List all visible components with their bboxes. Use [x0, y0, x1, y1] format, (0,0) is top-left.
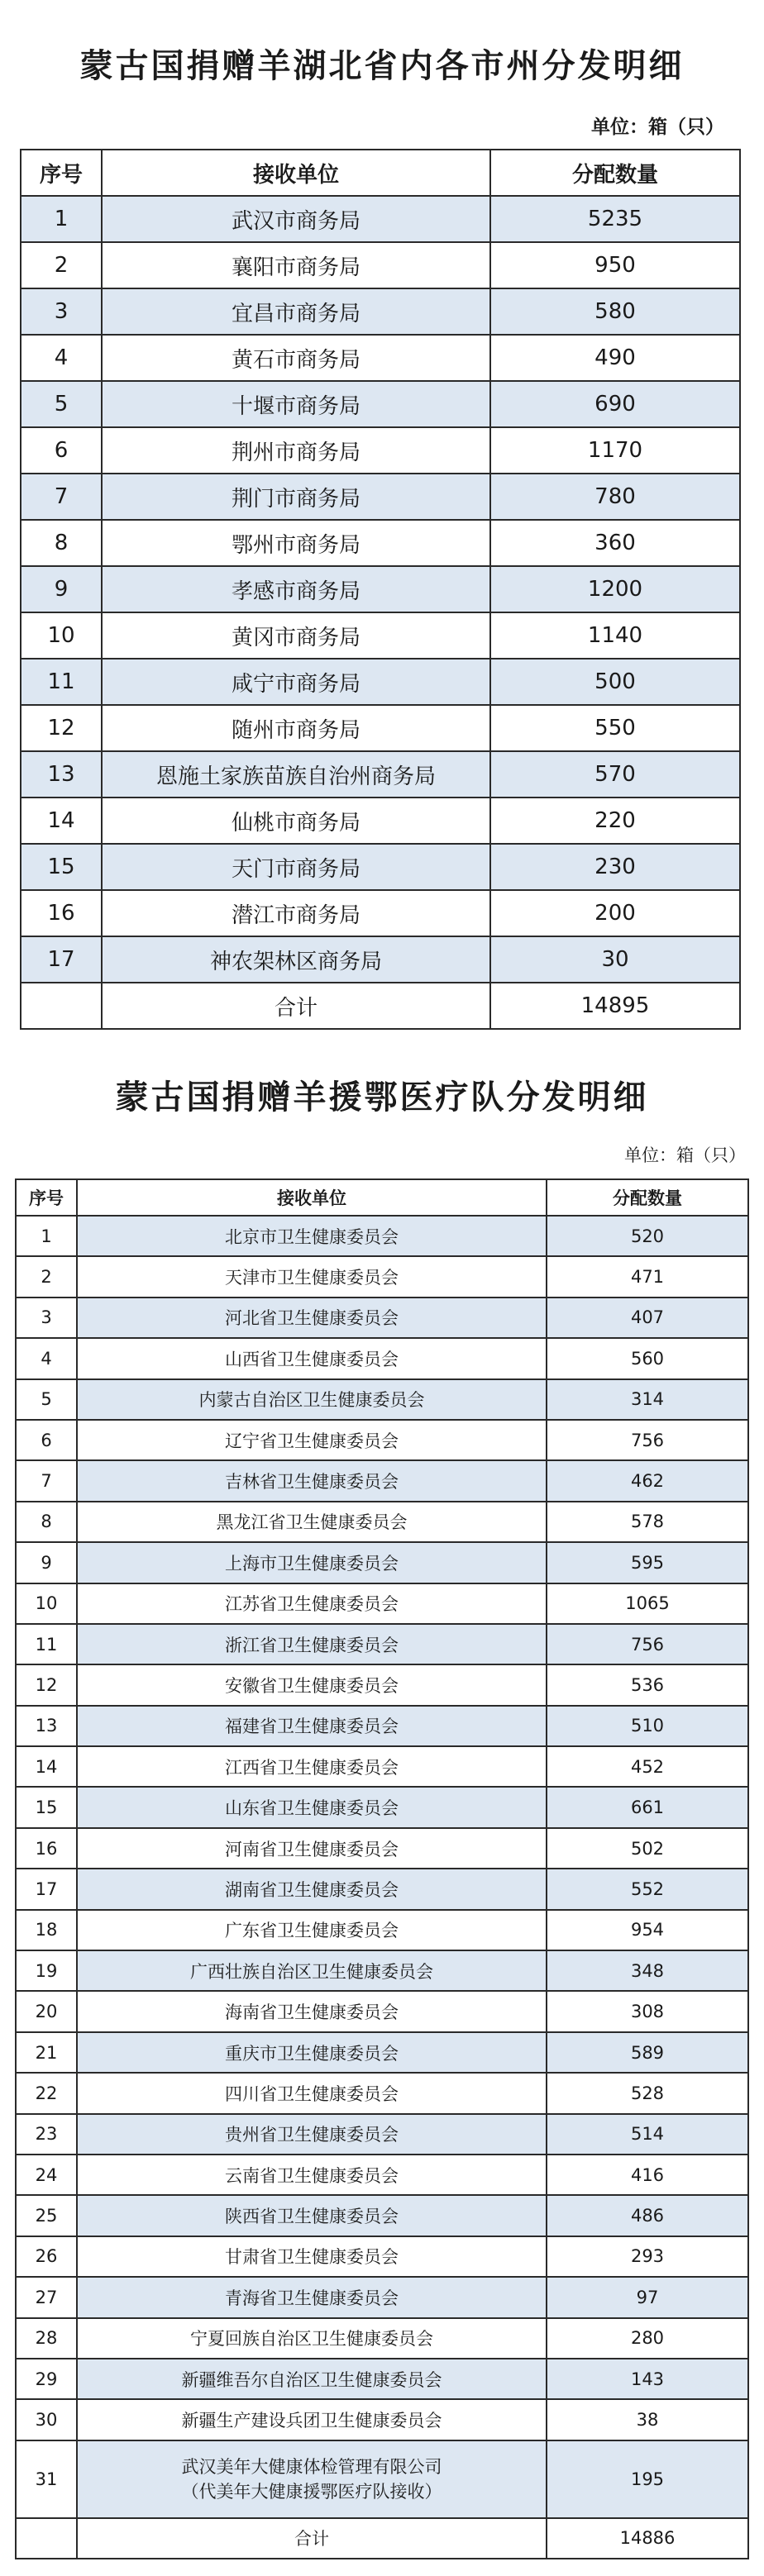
row-recipient: 安徽省卫生健康委员会 — [77, 1664, 547, 1705]
row-qty: 528 — [547, 2073, 748, 2113]
table-row — [16, 1746, 748, 1787]
table-row — [16, 1338, 748, 1378]
table-row — [16, 2236, 748, 2277]
row-recipient: 广西壮族自治区卫生健康委员会 — [77, 1950, 547, 1991]
row-qty: 552 — [547, 1869, 748, 1909]
row-recipient: 黑龙江省卫生健康委员会 — [77, 1502, 547, 1542]
row-seq: 9 — [16, 1542, 77, 1583]
total-qty: 14895 — [490, 983, 740, 1029]
row-qty: 452 — [547, 1746, 748, 1787]
row-seq: 30 — [16, 2399, 77, 2440]
row-recipient: 十堰市商务局 — [102, 381, 490, 427]
row-qty: 407 — [547, 1298, 748, 1338]
table1-title: 蒙古国捐赠羊湖北省内各市州分发明细 — [79, 47, 685, 85]
row-recipient: 广东省卫生健康委员会 — [77, 1910, 547, 1950]
row-recipient: 甘肃省卫生健康委员会 — [77, 2236, 547, 2277]
row-seq: 3 — [16, 1298, 77, 1338]
row-seq: 2 — [21, 242, 102, 288]
table-row — [16, 1379, 748, 1420]
table-row — [16, 1950, 748, 1991]
table1-unit-note: 单位：箱（只） — [591, 117, 724, 138]
row-qty: 314 — [547, 1379, 748, 1420]
row-recipient: 鄂州市商务局 — [102, 520, 490, 566]
table-row — [16, 2318, 748, 2359]
row-seq: 24 — [16, 2155, 77, 2195]
table-row — [21, 335, 740, 381]
row-seq: 14 — [16, 1746, 77, 1787]
row-seq: 29 — [16, 2359, 77, 2399]
row-recipient: 上海市卫生健康委员会 — [77, 1542, 547, 1583]
row-qty: 486 — [547, 2195, 748, 2236]
total-label: 合计 — [102, 983, 490, 1029]
row-seq: 16 — [16, 1828, 77, 1869]
table-row — [21, 705, 740, 751]
header-unit: 接收单位 — [77, 1179, 547, 1216]
row-seq: 5 — [16, 1379, 77, 1420]
row-qty: 756 — [547, 1420, 748, 1460]
row-seq: 18 — [16, 1910, 77, 1950]
row-recipient: 随州市商务局 — [102, 705, 490, 751]
row-qty: 690 — [490, 381, 740, 427]
table-row — [16, 2032, 748, 2073]
row-seq: 8 — [21, 520, 102, 566]
row-seq: 3 — [21, 288, 102, 335]
row-seq: 20 — [16, 1991, 77, 2031]
row-recipient: 内蒙古自治区卫生健康委员会 — [77, 1379, 547, 1420]
row-seq: 25 — [16, 2195, 77, 2236]
table-row — [16, 1706, 748, 1746]
row-qty: 200 — [490, 890, 740, 936]
row-qty: 308 — [547, 1991, 748, 2031]
row-recipient: 辽宁省卫生健康委员会 — [77, 1420, 547, 1460]
row-recipient-line2: （代美年大健康援鄂医疗队接收） — [181, 2481, 442, 2502]
header-seq: 序号 — [16, 1179, 77, 1216]
row-recipient: 湖南省卫生健康委员会 — [77, 1869, 547, 1909]
row-seq: 23 — [16, 2114, 77, 2155]
row-qty: 780 — [490, 474, 740, 520]
row-seq: 21 — [16, 2032, 77, 2073]
hubei-distribution-table — [20, 149, 741, 1030]
row-qty: 348 — [547, 1950, 748, 1991]
row-seq: 7 — [21, 474, 102, 520]
row-seq: 22 — [16, 2073, 77, 2113]
row-recipient-line1: 武汉美年大健康体检管理有限公司 — [181, 2456, 442, 2477]
row-qty: 1140 — [490, 612, 740, 659]
row-seq: 11 — [16, 1624, 77, 1664]
row-qty: 954 — [547, 1910, 748, 1950]
row-recipient: 恩施土家族苗族自治州商务局 — [102, 751, 490, 798]
row-recipient: 宁夏回族自治区卫生健康委员会 — [77, 2318, 547, 2359]
row-qty: 570 — [490, 751, 740, 798]
row-qty: 490 — [490, 335, 740, 381]
row-seq: 13 — [21, 751, 102, 798]
table-row — [16, 1502, 748, 1542]
table-row — [21, 751, 740, 798]
row-qty: 1200 — [490, 566, 740, 612]
row-seq: 2 — [16, 1256, 77, 1297]
row-qty: 536 — [547, 1664, 748, 1705]
total-row — [16, 2518, 748, 2559]
row-recipient: 新疆生产建设兵团卫生健康委员会 — [77, 2399, 547, 2440]
row-recipient: 重庆市卫生健康委员会 — [77, 2032, 547, 2073]
table-header-row — [21, 150, 740, 196]
table-row — [16, 1624, 748, 1664]
table-row — [21, 659, 740, 705]
row-recipient: 北京市卫生健康委员会 — [77, 1216, 547, 1256]
row-recipient: 吉林省卫生健康委员会 — [77, 1460, 547, 1501]
table-row — [16, 2195, 748, 2236]
table-row — [21, 288, 740, 335]
row-qty: 220 — [490, 798, 740, 844]
row-seq: 12 — [16, 1664, 77, 1705]
row-seq: 10 — [16, 1583, 77, 1624]
row-recipient: 荆门市商务局 — [102, 474, 490, 520]
row-recipient: 海南省卫生健康委员会 — [77, 1991, 547, 2031]
row-qty: 38 — [547, 2399, 748, 2440]
row-seq: 5 — [21, 381, 102, 427]
table-row — [16, 1869, 748, 1909]
table-row — [16, 1542, 748, 1583]
total-row — [21, 983, 740, 1029]
row-recipient: 贵州省卫生健康委员会 — [77, 2114, 547, 2155]
row-recipient: 神农架林区商务局 — [102, 936, 490, 983]
row-qty: 1065 — [547, 1583, 748, 1624]
table-row — [16, 2114, 748, 2155]
table-row — [21, 242, 740, 288]
row-seq: 19 — [16, 1950, 77, 1991]
row-seq: 14 — [21, 798, 102, 844]
header-unit: 接收单位 — [102, 150, 490, 196]
table-row — [21, 381, 740, 427]
row-recipient: 潜江市商务局 — [102, 890, 490, 936]
row-seq: 15 — [16, 1787, 77, 1827]
row-seq: 10 — [21, 612, 102, 659]
total-seq — [16, 2518, 77, 2559]
table-row — [21, 936, 740, 983]
row-qty: 520 — [547, 1216, 748, 1256]
row-seq: 17 — [21, 936, 102, 983]
row-qty: 550 — [490, 705, 740, 751]
table-row — [21, 427, 740, 474]
row-qty: 462 — [547, 1460, 748, 1501]
row-recipient: 天津市卫生健康委员会 — [77, 1256, 547, 1297]
row-recipient: 福建省卫生健康委员会 — [77, 1706, 547, 1746]
table-row — [21, 566, 740, 612]
row-seq: 7 — [16, 1460, 77, 1501]
row-recipient: 天门市商务局 — [102, 844, 490, 890]
row-seq: 27 — [16, 2277, 77, 2317]
row-recipient: 浙江省卫生健康委员会 — [77, 1624, 547, 1664]
table2-title: 蒙古国捐赠羊援鄂医疗队分发明细 — [115, 1078, 649, 1117]
row-recipient: 黄冈市商务局 — [102, 612, 490, 659]
row-seq: 26 — [16, 2236, 77, 2277]
row-seq: 4 — [21, 335, 102, 381]
table2-unit-note: 单位：箱（只） — [624, 1145, 746, 1165]
row-qty: 280 — [547, 2318, 748, 2359]
row-recipient: 孝感市商务局 — [102, 566, 490, 612]
total-qty: 14886 — [547, 2518, 748, 2559]
row-seq: 31 — [16, 2440, 77, 2518]
row-seq: 1 — [21, 196, 102, 242]
row-recipient: 河南省卫生健康委员会 — [77, 1828, 547, 1869]
row-qty: 514 — [547, 2114, 748, 2155]
row-recipient: 河北省卫生健康委员会 — [77, 1298, 547, 1338]
row-qty: 500 — [490, 659, 740, 705]
table-row — [21, 196, 740, 242]
row-qty: 756 — [547, 1624, 748, 1664]
table-row — [16, 1664, 748, 1705]
row-recipient: 江西省卫生健康委员会 — [77, 1746, 547, 1787]
row-qty: 97 — [547, 2277, 748, 2317]
row-recipient: 咸宁市商务局 — [102, 659, 490, 705]
row-qty: 230 — [490, 844, 740, 890]
header-seq: 序号 — [21, 150, 102, 196]
row-recipient: 武汉市商务局 — [102, 196, 490, 242]
table-row — [21, 474, 740, 520]
row-recipient: 青海省卫生健康委员会 — [77, 2277, 547, 2317]
row-recipient: 陕西省卫生健康委员会 — [77, 2195, 547, 2236]
row-recipient: 新疆维吾尔自治区卫生健康委员会 — [77, 2359, 547, 2399]
table-row — [16, 1787, 748, 1827]
row-qty: 5235 — [490, 196, 740, 242]
row-seq: 13 — [16, 1706, 77, 1746]
row-qty: 502 — [547, 1828, 748, 1869]
table-row — [21, 890, 740, 936]
header-qty: 分配数量 — [547, 1179, 748, 1216]
row-qty: 143 — [547, 2359, 748, 2399]
table-header-row — [16, 1179, 748, 1216]
total-label: 合计 — [77, 2518, 547, 2559]
row-seq: 1 — [16, 1216, 77, 1256]
row-recipient: 黄石市商务局 — [102, 335, 490, 381]
row-seq: 16 — [21, 890, 102, 936]
table-row — [16, 1256, 748, 1297]
medical-team-distribution-table — [15, 1178, 749, 2559]
row-qty: 360 — [490, 520, 740, 566]
row-qty: 293 — [547, 2236, 748, 2277]
row-seq: 28 — [16, 2318, 77, 2359]
row-qty: 30 — [490, 936, 740, 983]
row-recipient: 宜昌市商务局 — [102, 288, 490, 335]
row-recipient — [77, 2440, 547, 2518]
row-seq: 8 — [16, 1502, 77, 1542]
table-row — [16, 1298, 748, 1338]
row-seq: 12 — [21, 705, 102, 751]
table-row — [16, 2155, 748, 2195]
row-qty: 950 — [490, 242, 740, 288]
table-row — [16, 1460, 748, 1501]
row-qty: 595 — [547, 1542, 748, 1583]
row-recipient: 荆州市商务局 — [102, 427, 490, 474]
row-seq: 9 — [21, 566, 102, 612]
table-row — [16, 2399, 748, 2440]
row-recipient: 江苏省卫生健康委员会 — [77, 1583, 547, 1624]
row-qty: 510 — [547, 1706, 748, 1746]
row-seq: 4 — [16, 1338, 77, 1378]
row-recipient: 山西省卫生健康委员会 — [77, 1338, 547, 1378]
row-qty: 560 — [547, 1338, 748, 1378]
row-seq: 17 — [16, 1869, 77, 1909]
header-qty: 分配数量 — [490, 150, 740, 196]
table-row — [16, 2073, 748, 2113]
table-row — [16, 2359, 748, 2399]
table-row — [16, 1828, 748, 1869]
row-recipient: 四川省卫生健康委员会 — [77, 2073, 547, 2113]
table-row — [16, 1420, 748, 1460]
row-qty: 471 — [547, 1256, 748, 1297]
row-seq: 6 — [21, 427, 102, 474]
row-qty: 1170 — [490, 427, 740, 474]
row-recipient: 山东省卫生健康委员会 — [77, 1787, 547, 1827]
table-row — [21, 612, 740, 659]
table-row — [16, 1216, 748, 1256]
total-seq — [21, 983, 102, 1029]
row-qty: 416 — [547, 2155, 748, 2195]
row-recipient: 襄阳市商务局 — [102, 242, 490, 288]
row-seq: 11 — [21, 659, 102, 705]
table-row — [21, 520, 740, 566]
row-seq: 6 — [16, 1420, 77, 1460]
table-row — [16, 1991, 748, 2031]
row-qty: 589 — [547, 2032, 748, 2073]
row-qty: 195 — [547, 2440, 748, 2518]
row-qty: 580 — [490, 288, 740, 335]
row-qty: 578 — [547, 1502, 748, 1542]
row-recipient: 仙桃市商务局 — [102, 798, 490, 844]
table-row — [21, 844, 740, 890]
row-seq: 15 — [21, 844, 102, 890]
table-row — [16, 1583, 748, 1624]
table-row — [21, 798, 740, 844]
row-qty: 661 — [547, 1787, 748, 1827]
table-row — [16, 2277, 748, 2317]
table-row — [16, 2440, 748, 2518]
row-recipient: 云南省卫生健康委员会 — [77, 2155, 547, 2195]
table-row — [16, 1910, 748, 1950]
